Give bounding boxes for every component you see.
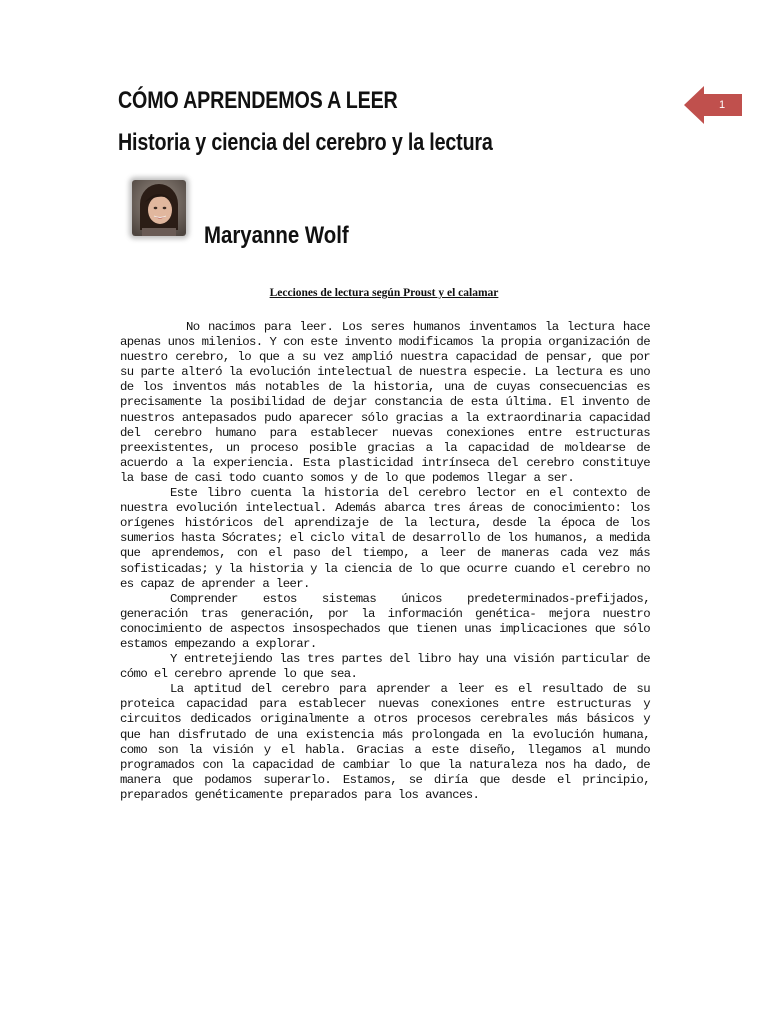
section-title: Lecciones de lectura según Proust y el calamar (269, 287, 499, 299)
author-portrait-icon (132, 180, 186, 236)
paragraph: Y entretejiendo las tres partes del libro hay una visión particular de cómo el cerebro aprende lo que sea. (120, 652, 650, 682)
page-marker (684, 86, 744, 124)
paragraph: Comprender estos sistemas únicos predeterminados-prefijados, generación tras generación, por la información genética- mejora nuestro conocimiento de aspectos insospechados que tienen unas implicaciones que sólo estamos empezando a explorar. (120, 591, 650, 651)
paragraph: No nacimos para leer. Los seres humanos inventamos la lectura hace apenas unos milenios. Y con este invento modificamos la propia organización de nuestro cerebro, lo que a su vez amplió nuestra capacidad de pensar, que por su parte alteró la evolución intelectual de nuestra especie. La lectura es uno de los inventos más notables de la historia, una de cuyas consecuencias es precisamente la posibilidad de dejar constancia de esta última. El invento de nuestros antepasados pudo aparecer sólo gracias a la extraordinaria capacidad del cerebro humano para establecer nuevas conexiones entre estructuras preexistentes, un proceso posible gracias a la capacidad de moldearse de acuerdo a la experiencia. Esta plasticidad intrínseca del cerebro constituye la base de casi todo cuanto somos y de lo que podemos llegar a ser. (120, 320, 650, 485)
author-name: Maryanne Wolf (204, 222, 349, 249)
body-text (120, 320, 650, 803)
page-title: CÓMO APRENDEMOS A LEER (118, 87, 398, 114)
book-subtitle: Historia y ciencia del cerebro y la lectura (118, 129, 493, 156)
paragraph: La aptitud del cerebro para aprender a leer es el resultado de su proteica capacidad para establecer nuevas conexiones entre estructuras y circuitos dedicados originalmente a otros procesos cerebrales más básicos y que han disfrutado de una existencia más prolongada en la evolución humana, como son la visión y el habla. Gracias a este diseño, llegamos al mundo programados con la capacidad de cambiar lo que la naturaleza nos ha dado, de manera que podamos superarlo. Estamos, se diría que desde el principio, preparados genéticamente preparados para los avances. (120, 682, 650, 802)
author-photo (132, 180, 186, 236)
paragraph: Este libro cuenta la historia del cerebro lector en el contexto de nuestra evolución intelectual. Además abarca tres áreas de conocimiento: los orígenes históricos del aprendizaje de la lectura, desde la época de los sumerios hasta Sócrates; el ciclo vital de desarrollo de los humanos, a medida que aprendemos, con el paso del tiempo, a leer de maneras cada vez más sofisticadas; y la historia y la ciencia de lo que ocurre cuando el cerebro no es capaz de aprender a leer. (120, 486, 650, 591)
page-number: 1 (718, 99, 726, 111)
